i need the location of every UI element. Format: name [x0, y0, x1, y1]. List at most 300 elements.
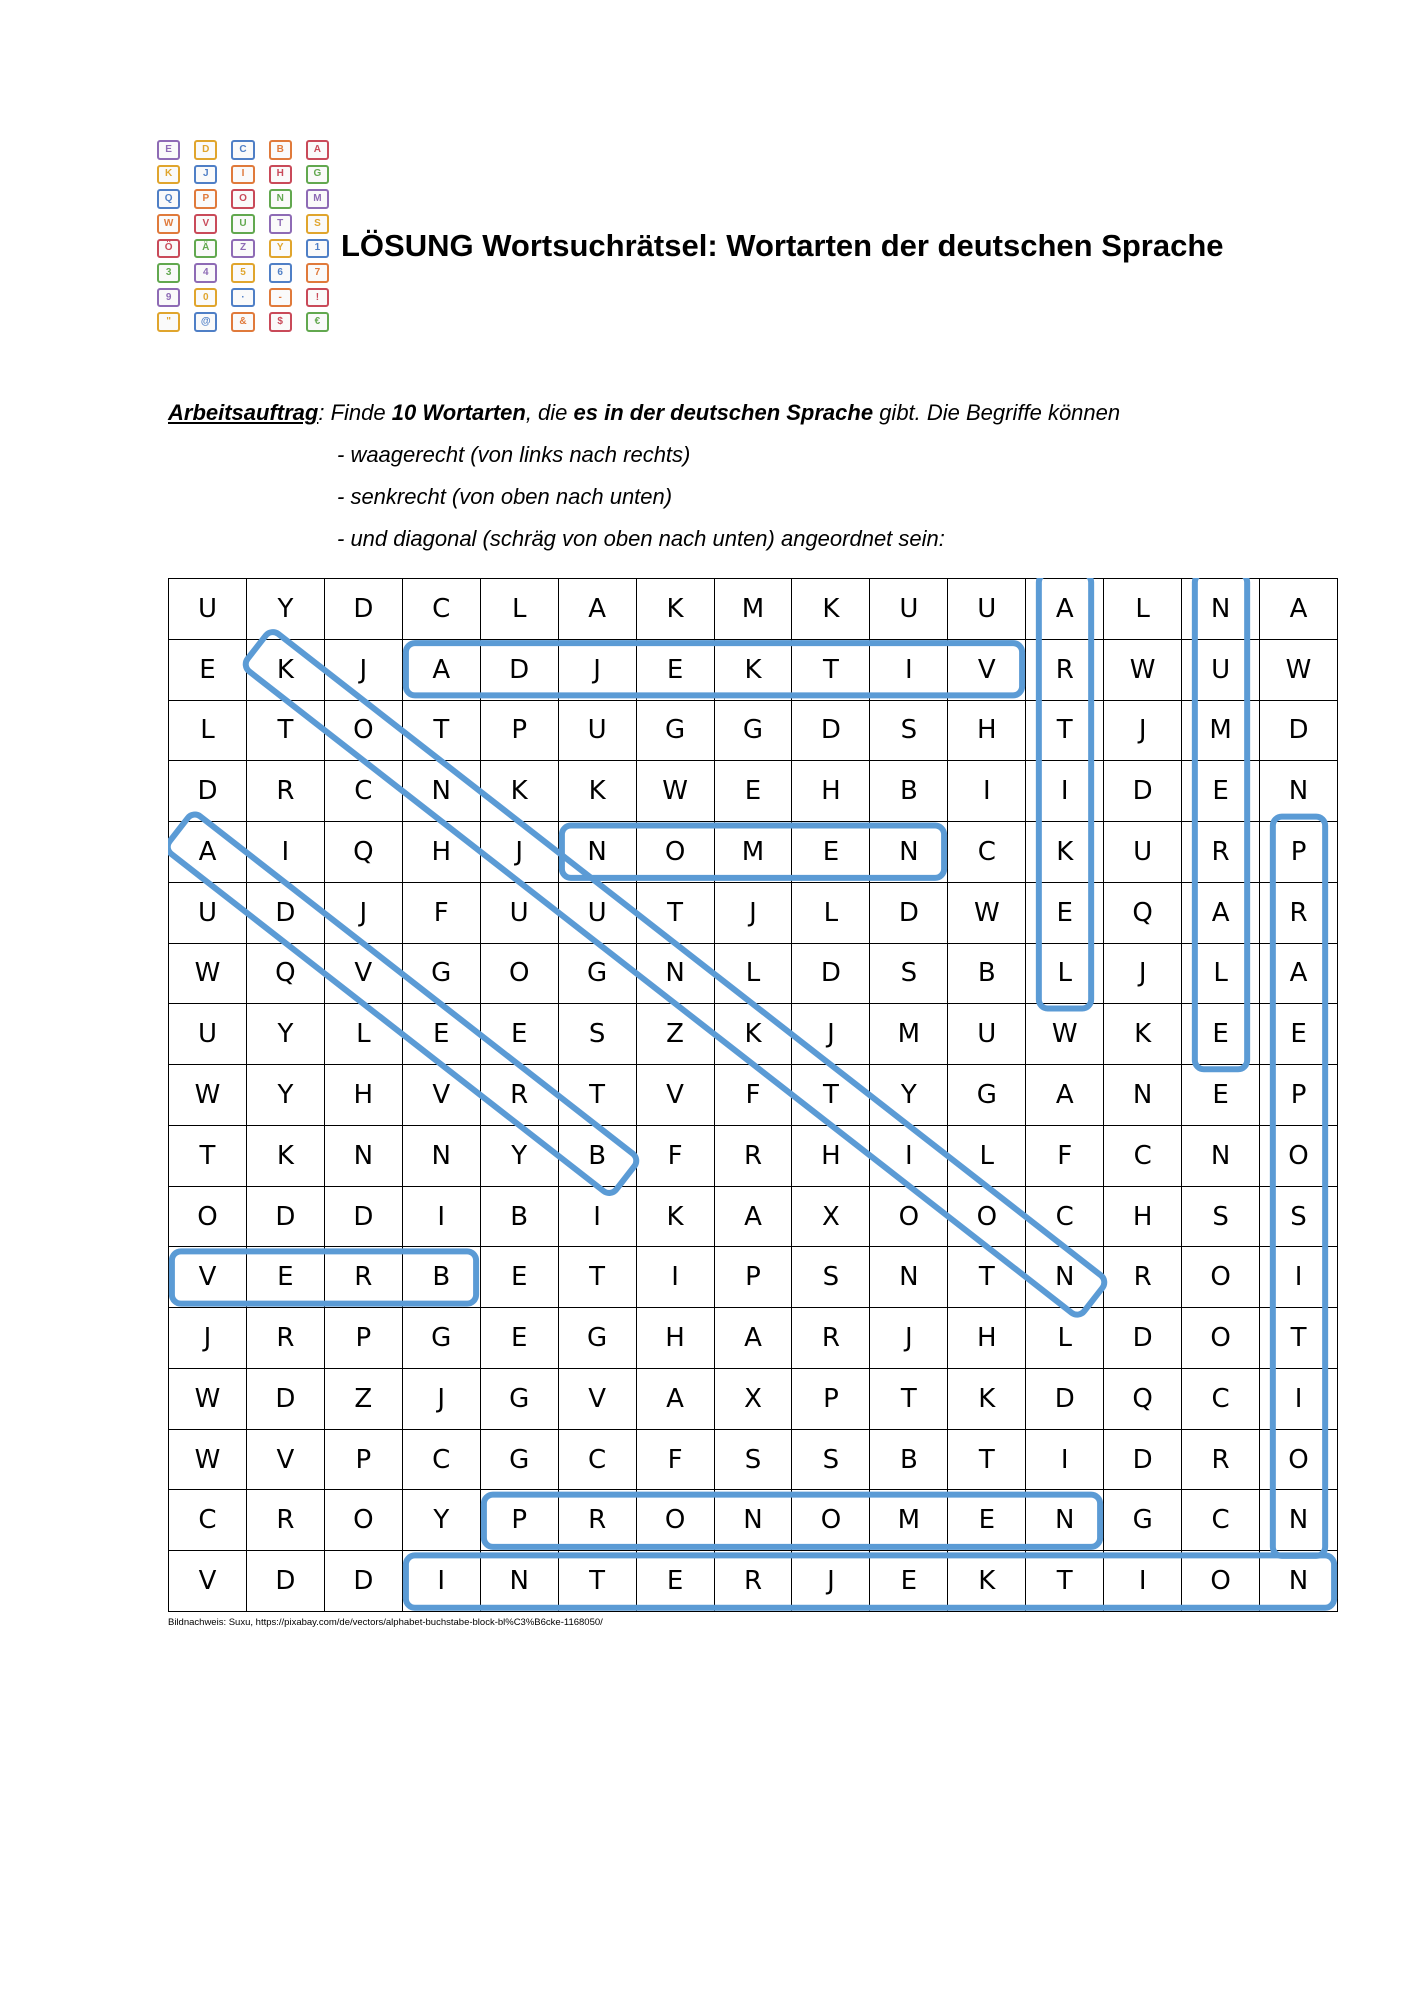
grid-cell: O: [792, 1490, 870, 1551]
grid-cell: S: [870, 944, 948, 1005]
grid-cell: E: [247, 1247, 325, 1308]
logo-letter-block: N: [269, 189, 292, 209]
grid-cell: J: [559, 640, 637, 701]
grid-cell: B: [870, 761, 948, 822]
grid-cell: K: [637, 579, 715, 640]
grid-cell: Z: [637, 1004, 715, 1065]
grid-cell: F: [1026, 1126, 1104, 1187]
grid-cell: O: [325, 701, 403, 762]
grid-cell: U: [1104, 822, 1182, 883]
grid-cell: C: [403, 1430, 481, 1491]
grid-cell: D: [325, 1187, 403, 1248]
grid-cell: E: [870, 1551, 948, 1612]
grid-cell: A: [1260, 944, 1338, 1005]
grid-cell: T: [559, 1551, 637, 1612]
grid-cell: K: [247, 1126, 325, 1187]
grid-cell: R: [1260, 883, 1338, 944]
grid-cell: I: [870, 1126, 948, 1187]
grid-cell: R: [247, 1490, 325, 1551]
grid-cell: M: [715, 822, 793, 883]
grid-cell: Q: [1104, 1369, 1182, 1430]
grid-cell: G: [1104, 1490, 1182, 1551]
grid-cell: N: [403, 761, 481, 822]
grid-cell: E: [948, 1490, 1026, 1551]
grid-cell: V: [247, 1430, 325, 1491]
grid-cell: D: [870, 883, 948, 944]
grid-cell: O: [325, 1490, 403, 1551]
grid-cell: D: [1026, 1369, 1104, 1430]
grid-cell: B: [559, 1126, 637, 1187]
grid-cell: J: [792, 1004, 870, 1065]
grid-cell: C: [1182, 1369, 1260, 1430]
logo-letter-block: S: [306, 214, 329, 234]
grid-cell: T: [948, 1430, 1026, 1491]
grid-cell: N: [403, 1126, 481, 1187]
grid-cell: L: [325, 1004, 403, 1065]
grid-cell: Y: [403, 1490, 481, 1551]
grid-cell: M: [870, 1490, 948, 1551]
grid-cell: P: [792, 1369, 870, 1430]
grid-cell: V: [948, 640, 1026, 701]
grid-cell: C: [169, 1490, 247, 1551]
grid-cell: T: [948, 1247, 1026, 1308]
grid-cell: I: [870, 640, 948, 701]
grid-cell: T: [403, 701, 481, 762]
grid-cell: A: [715, 1187, 793, 1248]
grid-cell: O: [1182, 1308, 1260, 1369]
logo-letter-block: Q: [157, 189, 180, 209]
grid-cell: H: [1104, 1187, 1182, 1248]
grid-cell: C: [325, 761, 403, 822]
grid-cell: S: [1260, 1187, 1338, 1248]
grid-cell: H: [637, 1308, 715, 1369]
grid-cell: E: [715, 761, 793, 822]
grid-cell: R: [1104, 1247, 1182, 1308]
grid-cell: T: [792, 640, 870, 701]
grid-cell: G: [481, 1369, 559, 1430]
grid-cell: U: [481, 883, 559, 944]
grid-cell: W: [1104, 640, 1182, 701]
grid-cell: G: [403, 1308, 481, 1369]
grid-cell: H: [792, 1126, 870, 1187]
page-title: LÖSUNG Wortsuchrätsel: Wortarten der deutschen Sprache: [341, 228, 1224, 263]
logo-letter-block: 4: [194, 263, 217, 283]
grid-cell: A: [715, 1308, 793, 1369]
grid-cell: N: [1182, 1126, 1260, 1187]
grid-cell: I: [1260, 1247, 1338, 1308]
grid-cell: J: [1104, 944, 1182, 1005]
grid-cell: R: [247, 761, 325, 822]
logo-letter-block: Z: [231, 239, 254, 259]
grid-cell: B: [870, 1430, 948, 1491]
grid-cell: T: [169, 1126, 247, 1187]
grid-cell: A: [1182, 883, 1260, 944]
grid-cell: G: [559, 944, 637, 1005]
logo-letter-block: -: [269, 288, 292, 308]
logo-letter-block: H: [269, 165, 292, 185]
grid-cell: U: [169, 883, 247, 944]
grid-cell: K: [948, 1369, 1026, 1430]
image-credit: Bildnachweis: Suxu, https://pixabay.com/de/vectors/alphabet-buchstabe-block-bl%C3%B6cke-1168050/: [168, 1617, 603, 1628]
grid-cell: R: [559, 1490, 637, 1551]
grid-cell: K: [1104, 1004, 1182, 1065]
grid-cell: P: [481, 1490, 559, 1551]
grid-cell: V: [325, 944, 403, 1005]
grid-cell: H: [792, 761, 870, 822]
grid-cell: U: [559, 701, 637, 762]
grid-cell: H: [403, 822, 481, 883]
grid-cell: J: [715, 883, 793, 944]
grid-cell: K: [948, 1551, 1026, 1612]
task-line-horizontal: - waagerecht (von links nach rechts): [337, 442, 691, 467]
grid-cell: J: [792, 1551, 870, 1612]
logo-letter-block: &: [231, 312, 254, 332]
grid-cell: O: [1182, 1247, 1260, 1308]
grid-cell: R: [1026, 640, 1104, 701]
grid-cell: A: [1026, 579, 1104, 640]
logo-letter-block: Ö: [157, 239, 180, 259]
grid-cell: O: [870, 1187, 948, 1248]
grid-cell: S: [1182, 1187, 1260, 1248]
grid-cell: P: [325, 1430, 403, 1491]
grid-cell: P: [481, 701, 559, 762]
grid-cell: I: [948, 761, 1026, 822]
grid-cell: E: [403, 1004, 481, 1065]
grid-cell: N: [870, 1247, 948, 1308]
grid-cell: T: [637, 883, 715, 944]
grid-cell: G: [637, 701, 715, 762]
grid-cell: I: [403, 1187, 481, 1248]
grid-cell: Y: [247, 579, 325, 640]
grid-cell: Z: [325, 1369, 403, 1430]
grid-cell: B: [481, 1187, 559, 1248]
logo-letter-block: 1: [306, 239, 329, 259]
grid-cell: R: [715, 1551, 793, 1612]
grid-cell: K: [792, 579, 870, 640]
grid-cell: I: [1104, 1551, 1182, 1612]
grid-cell: S: [792, 1247, 870, 1308]
grid-cell: A: [637, 1369, 715, 1430]
grid-cell: T: [870, 1369, 948, 1430]
grid-cell: V: [403, 1065, 481, 1126]
logo-letter-block: I: [231, 165, 254, 185]
grid-cell: T: [792, 1065, 870, 1126]
grid-cell: L: [1026, 1308, 1104, 1369]
grid-cell: P: [1260, 822, 1338, 883]
logo-letter-block: 5: [231, 263, 254, 283]
logo-letter-block: E: [157, 140, 180, 160]
grid-cell: E: [1260, 1004, 1338, 1065]
grid-cell: R: [1182, 1430, 1260, 1491]
grid-cell: N: [1026, 1490, 1104, 1551]
grid-cell: D: [1104, 1430, 1182, 1491]
grid-cell: F: [637, 1430, 715, 1491]
grid-cell: U: [169, 1004, 247, 1065]
logo-letter-block: 3: [157, 263, 180, 283]
grid-cell: O: [637, 822, 715, 883]
grid-cell: E: [169, 640, 247, 701]
logo-letter-block: ": [157, 312, 180, 332]
logo-letter-block: W: [157, 214, 180, 234]
grid-cell: J: [325, 883, 403, 944]
grid-cell: E: [1182, 1065, 1260, 1126]
grid-cell: N: [870, 822, 948, 883]
grid-cell: G: [948, 1065, 1026, 1126]
grid-cell: W: [948, 883, 1026, 944]
grid-cell: C: [948, 822, 1026, 883]
grid-cell: S: [715, 1430, 793, 1491]
grid-cell: L: [715, 944, 793, 1005]
grid-cell: T: [1260, 1308, 1338, 1369]
grid-cell: D: [1260, 701, 1338, 762]
grid-cell: R: [715, 1126, 793, 1187]
grid-cell: O: [1260, 1430, 1338, 1491]
grid-cell: W: [169, 1430, 247, 1491]
grid-cell: K: [715, 640, 793, 701]
task-line-diagonal: - und diagonal (schräg von oben nach unten) angeordnet sein:: [337, 526, 945, 551]
grid-cell: Y: [870, 1065, 948, 1126]
grid-cell: U: [169, 579, 247, 640]
grid-cell: N: [559, 822, 637, 883]
grid-cell: W: [1260, 640, 1338, 701]
grid-cell: V: [559, 1369, 637, 1430]
grid-cell: I: [637, 1247, 715, 1308]
grid-cell: W: [637, 761, 715, 822]
grid-cell: D: [247, 883, 325, 944]
grid-cell: U: [1182, 640, 1260, 701]
grid-cell: D: [481, 640, 559, 701]
grid-cell: A: [1026, 1065, 1104, 1126]
grid-cell: J: [481, 822, 559, 883]
grid-cell: V: [637, 1065, 715, 1126]
grid-cell: B: [403, 1247, 481, 1308]
grid-cell: R: [792, 1308, 870, 1369]
logo-letter-block: Ä: [194, 239, 217, 259]
grid-cell: U: [870, 579, 948, 640]
grid-cell: Q: [1104, 883, 1182, 944]
grid-cell: K: [481, 761, 559, 822]
logo-letter-block: €: [306, 312, 329, 332]
grid-cell: N: [715, 1490, 793, 1551]
grid-cell: H: [948, 701, 1026, 762]
logo-letter-block: U: [231, 214, 254, 234]
grid-cell: D: [247, 1369, 325, 1430]
grid-cell: L: [1182, 944, 1260, 1005]
grid-cell: D: [792, 701, 870, 762]
logo-letter-block: K: [157, 165, 180, 185]
grid-cell: W: [169, 1065, 247, 1126]
grid-cell: I: [1026, 761, 1104, 822]
grid-cell: S: [792, 1430, 870, 1491]
logo-letter-block: ·: [231, 288, 254, 308]
grid-cell: P: [325, 1308, 403, 1369]
grid-cell: L: [169, 701, 247, 762]
grid-cell: M: [870, 1004, 948, 1065]
grid-cell: D: [325, 1551, 403, 1612]
grid-cell: F: [715, 1065, 793, 1126]
logo-letter-block: $: [269, 312, 292, 332]
grid-cell: J: [1104, 701, 1182, 762]
grid-cell: T: [247, 701, 325, 762]
grid-cell: M: [715, 579, 793, 640]
logo-letter-block: T: [269, 214, 292, 234]
grid-cell: E: [481, 1308, 559, 1369]
grid-cell: Q: [325, 822, 403, 883]
grid-cell: E: [1182, 1004, 1260, 1065]
grid-cell: B: [948, 944, 1026, 1005]
grid-cell: O: [481, 944, 559, 1005]
grid-cell: K: [559, 761, 637, 822]
task-line-vertical: - senkrecht (von oben nach unten): [337, 484, 673, 509]
grid-cell: Q: [247, 944, 325, 1005]
grid-cell: Y: [481, 1126, 559, 1187]
logo-letter-block: P: [194, 189, 217, 209]
grid-cell: J: [403, 1369, 481, 1430]
logo-letter-block: V: [194, 214, 217, 234]
grid-cell: N: [1182, 579, 1260, 640]
grid-cell: S: [870, 701, 948, 762]
grid-cell: W: [169, 944, 247, 1005]
grid-cell: L: [481, 579, 559, 640]
grid-cell: D: [325, 579, 403, 640]
logo-letter-block: M: [306, 189, 329, 209]
grid-cell: P: [1260, 1065, 1338, 1126]
logo-letter-block: C: [231, 140, 254, 160]
grid-cell: C: [559, 1430, 637, 1491]
grid-cell: Y: [247, 1065, 325, 1126]
grid-cell: T: [559, 1065, 637, 1126]
grid-cell: T: [559, 1247, 637, 1308]
grid-cell: M: [1182, 701, 1260, 762]
grid-cell: K: [715, 1004, 793, 1065]
grid-cell: D: [792, 944, 870, 1005]
grid-cell: H: [325, 1065, 403, 1126]
grid-cell: E: [792, 822, 870, 883]
grid-cell: E: [1182, 761, 1260, 822]
grid-cell: I: [1260, 1369, 1338, 1430]
grid-cell: J: [169, 1308, 247, 1369]
grid-cell: C: [403, 579, 481, 640]
grid-cell: V: [169, 1247, 247, 1308]
logo-letter-block: !: [306, 288, 329, 308]
logo-letter-block: @: [194, 312, 217, 332]
grid-cell: R: [247, 1308, 325, 1369]
grid-cell: C: [1026, 1187, 1104, 1248]
grid-cell: G: [481, 1430, 559, 1491]
grid-cell: K: [247, 640, 325, 701]
grid-cell: N: [1026, 1247, 1104, 1308]
grid-cell: K: [637, 1187, 715, 1248]
grid-cell: E: [1026, 883, 1104, 944]
grid-cell: N: [481, 1551, 559, 1612]
logo-letter-block: 0: [194, 288, 217, 308]
grid-cell: A: [403, 640, 481, 701]
grid-cell: P: [715, 1247, 793, 1308]
grid-cell: I: [1026, 1430, 1104, 1491]
grid-cell: D: [169, 761, 247, 822]
grid-cell: E: [481, 1004, 559, 1065]
grid-cell: A: [169, 822, 247, 883]
grid-cell: N: [1260, 1490, 1338, 1551]
grid-cell: O: [1182, 1551, 1260, 1612]
alphabet-blocks-logo: [157, 140, 329, 332]
grid-cell: G: [715, 701, 793, 762]
grid-cell: L: [792, 883, 870, 944]
grid-cell: G: [403, 944, 481, 1005]
grid-cell: C: [1104, 1126, 1182, 1187]
logo-letter-block: O: [231, 189, 254, 209]
grid-cell: N: [1260, 761, 1338, 822]
grid-cell: R: [481, 1065, 559, 1126]
grid-cell: G: [559, 1308, 637, 1369]
grid-cell: D: [247, 1551, 325, 1612]
task-instructions: Arbeitsauftrag: Finde 10 Wortarten, die es in der deutschen Sprache gibt. Die Begriffe können - waagerecht (von links nach rechts) - senkrecht (von oben nach unten) - und diagonal (schräg von oben nach unten) angeordnet sein:: [168, 392, 1120, 560]
grid-cell: L: [1026, 944, 1104, 1005]
grid-cell: A: [559, 579, 637, 640]
grid-cell: R: [1182, 822, 1260, 883]
grid-cell: T: [1026, 1551, 1104, 1612]
grid-cell: U: [559, 883, 637, 944]
grid-cell: W: [169, 1369, 247, 1430]
grid-cell: O: [948, 1187, 1026, 1248]
grid-cell: I: [403, 1551, 481, 1612]
grid-cell: S: [559, 1004, 637, 1065]
grid-cell: O: [169, 1187, 247, 1248]
task-label: Arbeitsauftrag: [168, 400, 319, 425]
grid-cell: U: [948, 579, 1026, 640]
grid-cell: F: [403, 883, 481, 944]
grid-cell: D: [247, 1187, 325, 1248]
logo-letter-block: A: [306, 140, 329, 160]
logo-letter-block: 6: [269, 263, 292, 283]
grid-cell: X: [715, 1369, 793, 1430]
grid-cell: Y: [247, 1004, 325, 1065]
grid-cell: H: [948, 1308, 1026, 1369]
grid-cell: V: [169, 1551, 247, 1612]
logo-letter-block: 7: [306, 263, 329, 283]
grid-cell: J: [325, 640, 403, 701]
logo-letter-block: G: [306, 165, 329, 185]
grid-cell: E: [481, 1247, 559, 1308]
grid-cell: I: [247, 822, 325, 883]
grid-cell: R: [325, 1247, 403, 1308]
logo-letter-block: B: [269, 140, 292, 160]
grid-cell: N: [325, 1126, 403, 1187]
grid-cell: E: [637, 640, 715, 701]
logo-letter-block: Y: [269, 239, 292, 259]
grid-cell: U: [948, 1004, 1026, 1065]
grid-cell: X: [792, 1187, 870, 1248]
grid-cell: N: [1260, 1551, 1338, 1612]
grid-cell: A: [1260, 579, 1338, 640]
grid-cell: F: [637, 1126, 715, 1187]
grid-cell: W: [1026, 1004, 1104, 1065]
grid-cell: O: [637, 1490, 715, 1551]
grid-cell: L: [1104, 579, 1182, 640]
word-search-grid: [168, 578, 1338, 1612]
logo-letter-block: D: [194, 140, 217, 160]
grid-cell: I: [559, 1187, 637, 1248]
grid-cell: D: [1104, 761, 1182, 822]
grid-cell: N: [637, 944, 715, 1005]
logo-letter-block: 9: [157, 288, 180, 308]
grid-cell: K: [1026, 822, 1104, 883]
grid-cell: J: [870, 1308, 948, 1369]
grid-cell: L: [948, 1126, 1026, 1187]
grid-cell: D: [1104, 1308, 1182, 1369]
logo-letter-block: J: [194, 165, 217, 185]
grid-cell: C: [1182, 1490, 1260, 1551]
